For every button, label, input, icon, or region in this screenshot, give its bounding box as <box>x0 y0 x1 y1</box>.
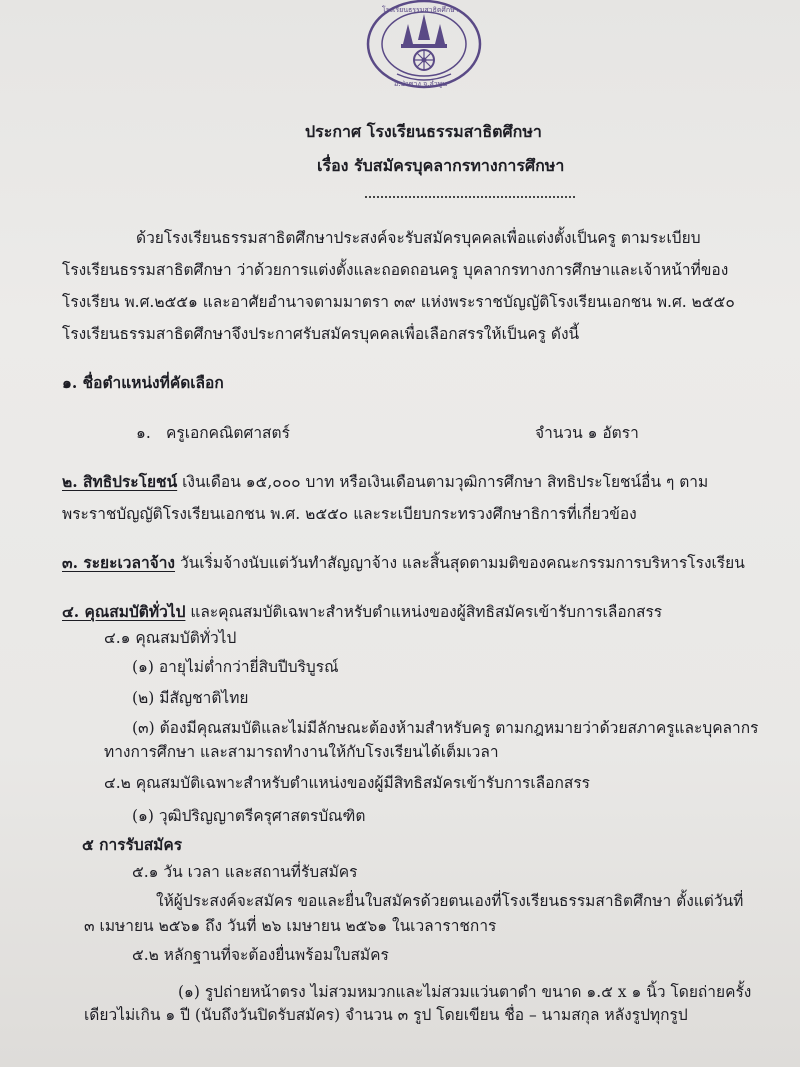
document-item-1: (๑) รูปถ่ายหน้าตรง ไม่สวมหมวกและไม่สวมแว่นตาดำ ขนาด ๑.๕ x ๑ นิ้ว โดยถ่ายครั้ง <box>178 983 752 1001</box>
subsection-4-1: ๔.๑ คุณสมบัติทั่วไป <box>104 629 237 647</box>
requirement-1: (๑) วุฒิปริญญาตรีครุศาสตรบัณฑิต <box>132 807 366 825</box>
seal-ring-text-top: โรงเรียนธรรมสาธิตศึกษา <box>382 6 459 14</box>
section-4 <box>62 602 662 622</box>
position-count: จำนวน ๑ อัตรา <box>535 424 639 442</box>
intro-line-3: โรงเรียน พ.ศ.๒๕๕๑ และอาศัยอำนาจตามมาตรา ๓๙ แห่งพระราชบัญญัติโรงเรียนเอกชน พ.ศ. ๒๕๕๐ <box>62 293 735 311</box>
seal-ring-text-bottom: อ.ป่าซาง จ.ลำพูน <box>394 80 448 88</box>
application-text-2: ๓ เมษายน ๒๕๖๑ ถึง วันที่ ๒๖ เมษายน ๒๕๖๑ ในเวลาราชการ <box>84 917 497 935</box>
position-name: ครูเอกคณิตศาสตร์ <box>166 424 290 442</box>
intro-line-1: ด้วยโรงเรียนธรรมสาธิตศึกษาประสงค์จะรับสมัครบุคคลเพื่อแต่งตั้งเป็นครู ตามระเบียบ <box>136 229 701 247</box>
intro-line-2: โรงเรียนธรรมสาธิตศึกษา ว่าด้วยการแต่งตั้งและถอดถอนครู บุคลากรทางการศึกษาและเจ้าหน้าที่ของ <box>62 261 729 279</box>
header-divider <box>365 196 575 198</box>
document-item-1-cont: เดียวไม่เกิน ๑ ปี (นับถึงวันปิดรับสมัคร) จำนวน ๓ รูป โดยเขียน ชื่อ – นามสกุล หลังรูปทุกรูป <box>84 1006 688 1024</box>
qualification-3-cont: ทางการศึกษา และสามารถทำงานให้กับโรงเรียนได้เต็มเวลา <box>104 743 499 761</box>
subsection-4-2: ๔.๒ คุณสมบัติเฉพาะสำหรับตำแหน่งของผู้มีสิทธิสมัครเข้ารับการเลือกสรร <box>104 774 590 792</box>
section-2-line-2: พระราชบัญญัติโรงเรียนเอกชน พ.ศ. ๒๕๕๐ และระเบียบกระทรวงศึกษาธิการที่เกี่ยวข้อง <box>62 505 637 523</box>
section-3-text: วันเริ่มจ้างนับแต่วันทำสัญญาจ้าง และสิ้นสุดตามมติของคณะกรรมการบริหารโรงเรียน <box>175 554 745 572</box>
position-number: ๑. <box>136 424 151 442</box>
section-3-title: ๓. ระยะเวลาจ้าง <box>62 553 176 572</box>
qualification-2: (๒) มีสัญชาติไทย <box>132 689 249 707</box>
subsection-5-1: ๕.๑ วัน เวลา และสถานที่รับสมัคร <box>132 863 358 881</box>
qualification-3: (๓) ต้องมีคุณสมบัติและไม่มีลักษณะต้องห้ามสำหรับครู ตามกฎหมายว่าด้วยสภาครูและบุคลากร <box>132 719 759 737</box>
section-2-text: เงินเดือน ๑๕,๐๐๐ บาท หรือเงินเดือนตามวุฒิการศึกษา สิทธิประโยชน์อื่น ๆ ตาม <box>177 473 709 491</box>
section-4-text: และคุณสมบัติเฉพาะสำหรับตำแหน่งของผู้สิทธิสมัครเข้ารับการเลือกสรร <box>185 603 663 621</box>
section-5-title: ๕ การรับสมัคร <box>82 835 183 854</box>
section-3 <box>62 553 745 573</box>
section-1-title: ๑. ชื่อตำแหน่งที่คัดเลือก <box>62 373 224 392</box>
qualification-1: (๑) อายุไม่ต่ำกว่ายี่สิบปีบริบูรณ์ <box>132 658 339 676</box>
application-text-1: ให้ผู้ประสงค์จะสมัคร ขอและยื่นใบสมัครด้วยตนเองที่โรงเรียนธรรมสาธิตศึกษา ตั้งแต่วันที่ <box>156 892 744 910</box>
intro-line-4: โรงเรียนธรรมสาธิตศึกษาจึงประกาศรับสมัครบุคคลเพื่อเลือกสรรให้เป็นครู ดังนี้ <box>62 325 580 343</box>
announcement-title: ประกาศ โรงเรียนธรรมสาธิตศึกษา <box>305 122 542 141</box>
section-2 <box>62 472 708 492</box>
subsection-5-2: ๕.๒ หลักฐานที่จะต้องยื่นพร้อมใบสมัคร <box>132 946 389 964</box>
section-4-title: ๔. คุณสมบัติทั่วไป <box>62 602 186 621</box>
announcement-subject: เรื่อง รับสมัครบุคลากรทางการศึกษา <box>317 156 565 175</box>
section-2-title: ๒. สิทธิประโยชน์ <box>62 472 178 491</box>
